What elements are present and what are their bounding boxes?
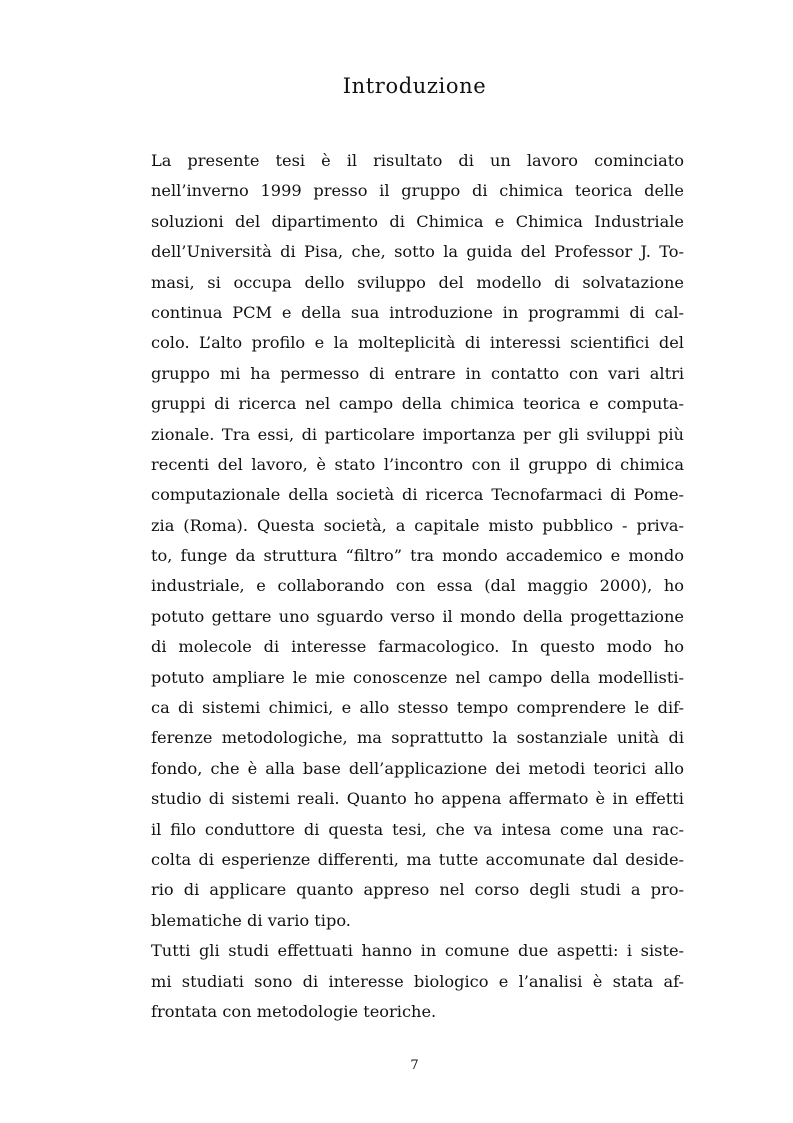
body-text (151, 146, 684, 1027)
text-line: potuto gettare uno sguardo verso il mondo della progettazione (151, 606, 684, 626)
text-line: nell’inverno 1999 presso il gruppo di chimica teorica delle (151, 181, 684, 201)
text-line: continua PCM e della sua introduzione in programmi di cal- (151, 302, 684, 322)
chapter-title: Introduzione (342, 74, 487, 98)
text-line: recenti del lavoro, è stato l’incontro con il gruppo di chimica (151, 454, 684, 474)
text-line: fondo, che è alla base dell’applicazione dei metodi teorici allo (151, 758, 684, 778)
text-line: zionale. Tra essi, di particolare importanza per gli sviluppi più (151, 424, 684, 444)
paragraph-1 (151, 146, 684, 936)
text-line: industriale, e collaborando con essa (dal maggio 2000), ho (151, 576, 684, 596)
text-line: soluzioni del dipartimento di Chimica e Chimica Industriale (151, 211, 684, 231)
text-line: colta di esperienze differenti, ma tutte accomunate dal deside- (151, 849, 684, 869)
text-line: Tutti gli studi effettuati hanno in comune due aspetti: i siste- (151, 941, 684, 961)
text-line: rio di applicare quanto appreso nel corso degli studi a pro- (151, 880, 684, 900)
text-line: dell’Università di Pisa, che, sotto la guida del Professor J. To- (151, 242, 684, 262)
text-line: ferenze metodologiche, ma soprattutto la sostanziale unità di (151, 728, 684, 748)
text-line: il filo conduttore di questa tesi, che va intesa come una rac- (151, 819, 684, 839)
text-line: computazionale della società di ricerca Tecnofarmaci di Pome- (151, 485, 684, 505)
text-line: mi studiati sono di interesse biologico e l’analisi è stata af- (151, 971, 684, 991)
text-line: colo. L’alto profilo e la molteplicità di interessi scientifici del (151, 333, 684, 353)
page-number: 7 (410, 1058, 419, 1073)
text-line: ca di sistemi chimici, e allo stesso tempo comprendere le dif- (151, 698, 684, 718)
text-line: gruppi di ricerca nel campo della chimica teorica e computa- (151, 394, 684, 414)
paragraph-2 (151, 936, 684, 1027)
text-line: di molecole di interesse farmacologico. In questo modo ho (151, 637, 684, 657)
text-line: La presente tesi è il risultato di un lavoro cominciato (151, 151, 684, 170)
text-line: masi, si occupa dello sviluppo del modello di solvatazione (151, 272, 684, 292)
text-line: studio di sistemi reali. Quanto ho appena affermato è in effetti (151, 789, 684, 809)
text-line: blematiche di vario tipo. (151, 910, 351, 930)
text-line: potuto ampliare le mie conoscenze nel campo della modellisti- (151, 667, 684, 687)
text-line: to, funge da struttura “filtro” tra mondo accademico e mondo (151, 546, 684, 566)
text-line: frontata con metodologie teoriche. (151, 1001, 437, 1021)
text-line: gruppo mi ha permesso di entrare in contatto con vari altri (151, 363, 684, 383)
text-line: zia (Roma). Questa società, a capitale misto pubblico - priva- (151, 515, 684, 535)
